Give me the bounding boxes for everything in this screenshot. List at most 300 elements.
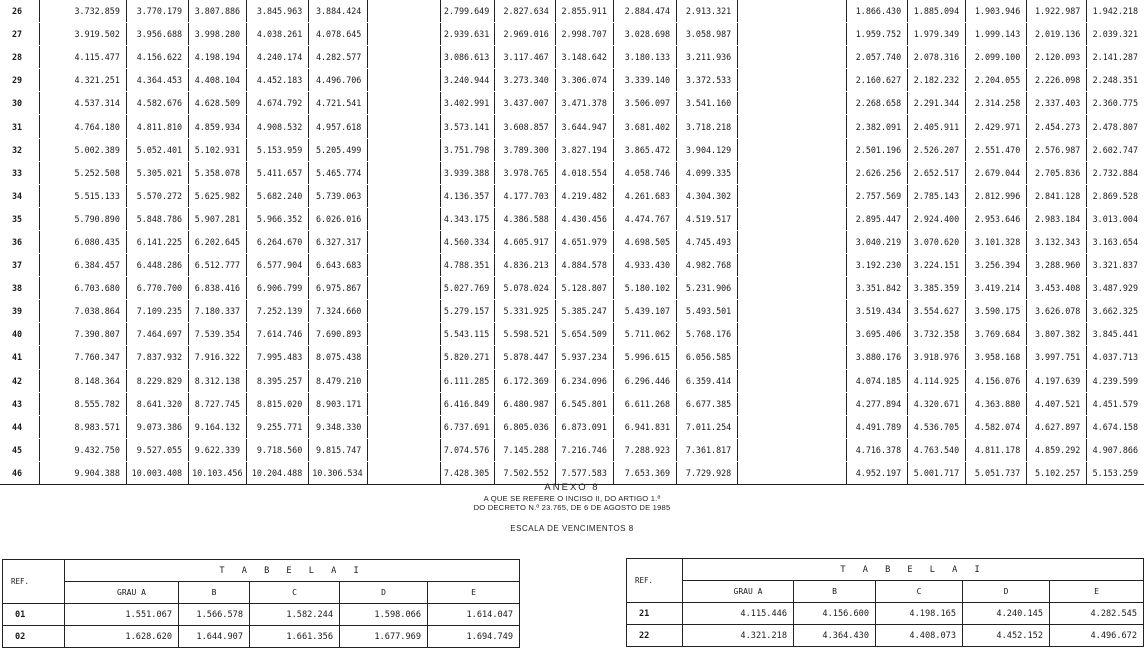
- cell-group-3: 2.337.403: [1027, 92, 1087, 115]
- cell-grade-b: 4.364.430: [794, 625, 876, 647]
- cell-group-3: 4.451.579: [1087, 392, 1144, 415]
- column-gap: [738, 138, 847, 161]
- cell-group-2: 4.651.979: [555, 230, 613, 253]
- cell-group-3: 3.662.325: [1087, 300, 1144, 323]
- row-ref: 43: [0, 392, 39, 415]
- cell-group-3: 2.019.136: [1027, 23, 1087, 46]
- column-gap: [368, 438, 441, 461]
- cell-group-2: 5.128.807: [555, 277, 613, 300]
- column-gap: [368, 207, 441, 230]
- cell-group-2: 3.058.987: [677, 23, 738, 46]
- column-gap: [738, 23, 847, 46]
- cell-group-3: 2.360.775: [1087, 92, 1144, 115]
- cell-group-1: 5.465.774: [309, 161, 368, 184]
- column-gap: [738, 346, 847, 369]
- row-ref: 02: [3, 626, 65, 648]
- row-ref: 31: [0, 115, 39, 138]
- cell-group-2: 2.855.911: [555, 0, 613, 23]
- cell-group-3: 3.013.004: [1087, 207, 1144, 230]
- cell-group-1: 9.815.747: [309, 438, 368, 461]
- table-row: [0, 461, 1144, 484]
- cell-group-1: 6.080.435: [39, 230, 126, 253]
- column-gap: [738, 392, 847, 415]
- cell-group-1: 8.395.257: [247, 369, 309, 392]
- column-gap: [368, 115, 441, 138]
- column-gap: [368, 230, 441, 253]
- row-ref: 22: [627, 625, 683, 647]
- annex-scale-title: ESCALA DE VENCIMENTOS 8: [510, 524, 634, 533]
- cell-group-1: 7.180.337: [189, 300, 247, 323]
- row-ref: 01: [3, 604, 65, 626]
- table-row: [0, 138, 1144, 161]
- column-gap: [738, 254, 847, 277]
- cell-grade-a: 4.321.218: [683, 625, 794, 647]
- cell-group-1: 8.641.320: [126, 392, 188, 415]
- cell-group-1: 4.282.577: [309, 46, 368, 69]
- cell-group-1: 5.790.890: [39, 207, 126, 230]
- cell-group-1: 7.916.322: [189, 346, 247, 369]
- cell-group-2: 4.982.768: [677, 254, 738, 277]
- cell-group-2: 7.653.369: [613, 461, 676, 484]
- cell-group-3: 3.590.175: [966, 300, 1027, 323]
- row-ref: 32: [0, 138, 39, 161]
- cell-group-3: 4.582.074: [966, 415, 1027, 438]
- column-gap: [368, 92, 441, 115]
- cell-group-2: 7.011.254: [677, 415, 738, 438]
- cell-group-3: 3.453.408: [1027, 277, 1087, 300]
- grade-header-a: GRAU A: [683, 581, 794, 603]
- cell-group-3: 2.291.344: [908, 92, 966, 115]
- cell-group-2: 2.799.649: [440, 0, 494, 23]
- cell-grade-c: 4.408.073: [876, 625, 963, 647]
- cell-group-3: 4.320.671: [908, 392, 966, 415]
- cell-group-1: 5.848.786: [126, 207, 188, 230]
- cell-group-1: 4.908.532: [247, 115, 309, 138]
- column-gap: [368, 254, 441, 277]
- cell-group-1: 5.411.657: [247, 161, 309, 184]
- column-gap: [368, 0, 441, 23]
- cell-group-1: 9.348.330: [309, 415, 368, 438]
- cell-group-3: 3.997.751: [1027, 346, 1087, 369]
- cell-group-2: 4.745.493: [677, 230, 738, 253]
- cell-group-2: 6.545.801: [555, 392, 613, 415]
- cell-group-3: 4.156.076: [966, 369, 1027, 392]
- ref-header: REF.: [3, 560, 65, 604]
- cell-group-3: 3.807.382: [1027, 323, 1087, 346]
- cell-group-3: 2.652.517: [908, 161, 966, 184]
- cell-group-1: 7.109.235: [126, 300, 188, 323]
- cell-group-3: 3.626.078: [1027, 300, 1087, 323]
- cell-group-1: 5.515.133: [39, 184, 126, 207]
- cell-group-3: 3.101.328: [966, 230, 1027, 253]
- cell-group-2: 4.343.175: [440, 207, 494, 230]
- cell-group-1: 6.643.683: [309, 254, 368, 277]
- cell-group-3: 4.037.713: [1087, 346, 1144, 369]
- cell-group-1: 3.807.886: [189, 0, 247, 23]
- cell-group-3: 1.942.218: [1087, 0, 1144, 23]
- cell-group-3: 4.952.197: [847, 461, 908, 484]
- table-row: [0, 438, 1144, 461]
- cell-group-1: 6.975.867: [309, 277, 368, 300]
- cell-group-1: 5.682.240: [247, 184, 309, 207]
- cell-group-2: 3.573.141: [440, 115, 494, 138]
- cell-group-1: 5.153.959: [247, 138, 309, 161]
- table-row: [0, 230, 1144, 253]
- cell-group-2: 2.913.321: [677, 0, 738, 23]
- cell-group-3: 3.487.929: [1087, 277, 1144, 300]
- cell-group-3: 2.812.996: [966, 184, 1027, 207]
- row-ref: 33: [0, 161, 39, 184]
- cell-group-3: 2.099.100: [966, 46, 1027, 69]
- cell-group-1: 5.205.499: [309, 138, 368, 161]
- cell-group-1: 4.198.194: [189, 46, 247, 69]
- cell-group-3: 2.757.569: [847, 184, 908, 207]
- cell-group-1: 5.052.401: [126, 138, 188, 161]
- cell-group-3: 4.627.897: [1027, 415, 1087, 438]
- cell-group-2: 4.884.578: [555, 254, 613, 277]
- cell-group-3: 3.845.441: [1087, 323, 1144, 346]
- cell-group-2: 7.288.923: [613, 438, 676, 461]
- cell-group-1: 6.448.286: [126, 254, 188, 277]
- cell-group-2: 4.261.683: [613, 184, 676, 207]
- cell-group-3: 3.918.976: [908, 346, 966, 369]
- row-ref: 37: [0, 254, 39, 277]
- cell-group-2: 7.216.746: [555, 438, 613, 461]
- cell-group-1: 7.760.347: [39, 346, 126, 369]
- cell-grade-e: 1.694.749: [428, 626, 520, 648]
- cell-group-2: 4.560.334: [440, 230, 494, 253]
- cell-group-1: 5.907.281: [189, 207, 247, 230]
- cell-group-1: 5.252.508: [39, 161, 126, 184]
- cell-group-2: 3.827.194: [555, 138, 613, 161]
- cell-group-3: 4.491.789: [847, 415, 908, 438]
- cell-group-3: 3.519.434: [847, 300, 908, 323]
- cell-group-3: 3.958.168: [966, 346, 1027, 369]
- cell-group-3: 2.626.256: [847, 161, 908, 184]
- cell-group-3: 2.314.258: [966, 92, 1027, 115]
- cell-group-2: 5.180.102: [613, 277, 676, 300]
- cell-group-2: 3.541.160: [677, 92, 738, 115]
- cell-group-3: 2.576.987: [1027, 138, 1087, 161]
- cell-group-2: 4.219.482: [555, 184, 613, 207]
- cell-group-1: 7.614.746: [247, 323, 309, 346]
- cell-group-2: 4.698.505: [613, 230, 676, 253]
- cell-group-1: 6.577.904: [247, 254, 309, 277]
- cell-group-1: 9.622.339: [189, 438, 247, 461]
- cell-group-3: 2.141.287: [1087, 46, 1144, 69]
- cell-group-3: 2.679.044: [966, 161, 1027, 184]
- table-row: [0, 46, 1144, 69]
- cell-group-2: 4.933.430: [613, 254, 676, 277]
- cell-group-3: 3.880.176: [847, 346, 908, 369]
- row-ref: 40: [0, 323, 39, 346]
- cell-group-1: 7.995.483: [247, 346, 309, 369]
- cell-group-1: 5.305.021: [126, 161, 188, 184]
- column-gap: [368, 23, 441, 46]
- annex-title: ANEXO 8: [544, 482, 600, 493]
- cell-group-2: 7.074.576: [440, 438, 494, 461]
- ref-header: REF.: [627, 559, 683, 603]
- cell-group-1: 4.364.453: [126, 69, 188, 92]
- row-ref: 34: [0, 184, 39, 207]
- cell-group-2: 6.296.446: [613, 369, 676, 392]
- cell-group-2: 7.577.583: [555, 461, 613, 484]
- cell-group-3: 4.763.540: [908, 438, 966, 461]
- cell-group-3: 4.277.894: [847, 392, 908, 415]
- cell-group-1: 8.148.364: [39, 369, 126, 392]
- cell-group-3: 2.705.836: [1027, 161, 1087, 184]
- column-gap: [738, 69, 847, 92]
- table-row: [0, 207, 1144, 230]
- cell-group-2: 6.873.091: [555, 415, 613, 438]
- cell-grade-d: 4.452.152: [963, 625, 1050, 647]
- cell-group-2: 6.056.585: [677, 346, 738, 369]
- cell-group-3: 1.959.752: [847, 23, 908, 46]
- column-gap: [738, 0, 847, 23]
- cell-group-1: 6.512.777: [189, 254, 247, 277]
- cell-group-1: 9.718.560: [247, 438, 309, 461]
- cell-group-2: 5.493.501: [677, 300, 738, 323]
- cell-group-1: 10.003.408: [126, 461, 188, 484]
- cell-group-2: 6.737.691: [440, 415, 494, 438]
- cell-group-3: 2.551.470: [966, 138, 1027, 161]
- cell-group-3: 2.160.627: [847, 69, 908, 92]
- cell-group-3: 2.953.646: [966, 207, 1027, 230]
- cell-group-1: 4.674.792: [247, 92, 309, 115]
- cell-group-3: 2.120.093: [1027, 46, 1087, 69]
- cell-group-1: 9.164.132: [189, 415, 247, 438]
- table-row: [0, 92, 1144, 115]
- table-row: [0, 161, 1144, 184]
- cell-group-3: 5.001.717: [908, 461, 966, 484]
- cell-grade-c: 1.582.244: [250, 604, 340, 626]
- cell-group-3: 4.114.925: [908, 369, 966, 392]
- cell-group-1: 3.770.179: [126, 0, 188, 23]
- cell-group-1: 7.464.697: [126, 323, 188, 346]
- cell-group-1: 9.527.055: [126, 438, 188, 461]
- table-row: [0, 254, 1144, 277]
- cell-group-1: 7.252.139: [247, 300, 309, 323]
- cell-group-1: 8.727.745: [189, 392, 247, 415]
- cell-group-2: 5.996.615: [613, 346, 676, 369]
- cell-group-3: 5.051.737: [966, 461, 1027, 484]
- grade-header-d: D: [340, 582, 428, 604]
- table-row: [627, 603, 1144, 625]
- cell-group-1: 4.156.622: [126, 46, 188, 69]
- row-ref: 26: [0, 0, 39, 23]
- cell-group-2: 3.644.947: [555, 115, 613, 138]
- cell-grade-b: 1.644.907: [179, 626, 250, 648]
- column-gap: [368, 346, 441, 369]
- grade-header-e: E: [1050, 581, 1144, 603]
- column-gap: [738, 461, 847, 484]
- row-ref: 44: [0, 415, 39, 438]
- cell-group-1: 3.845.963: [247, 0, 309, 23]
- cell-group-3: 2.204.055: [966, 69, 1027, 92]
- cell-group-3: 3.554.627: [908, 300, 966, 323]
- cell-group-1: 6.264.670: [247, 230, 309, 253]
- cell-group-1: 7.038.864: [39, 300, 126, 323]
- cell-group-2: 7.428.305: [440, 461, 494, 484]
- column-gap: [368, 184, 441, 207]
- cell-group-2: 3.148.642: [555, 46, 613, 69]
- cell-group-1: 8.555.782: [39, 392, 126, 415]
- cell-group-3: 4.859.292: [1027, 438, 1087, 461]
- cell-group-1: 4.811.810: [126, 115, 188, 138]
- cell-group-3: 2.526.207: [908, 138, 966, 161]
- table-row: [0, 300, 1144, 323]
- cell-group-3: 2.785.143: [908, 184, 966, 207]
- cell-group-2: 5.768.176: [677, 323, 738, 346]
- cell-group-1: 8.479.210: [309, 369, 368, 392]
- row-ref: 21: [627, 603, 683, 625]
- cell-group-2: 3.789.300: [494, 138, 555, 161]
- column-gap: [738, 277, 847, 300]
- cell-group-3: 2.478.807: [1087, 115, 1144, 138]
- cell-grade-a: 1.628.620: [65, 626, 179, 648]
- cell-group-3: 3.163.654: [1087, 230, 1144, 253]
- table-row: [3, 626, 520, 648]
- column-gap: [738, 207, 847, 230]
- row-ref: 36: [0, 230, 39, 253]
- cell-group-3: 2.732.884: [1087, 161, 1144, 184]
- cell-group-3: 2.841.128: [1027, 184, 1087, 207]
- cell-group-2: 5.711.062: [613, 323, 676, 346]
- column-gap: [368, 392, 441, 415]
- cell-group-1: 4.859.934: [189, 115, 247, 138]
- cell-group-1: 3.732.859: [39, 0, 126, 23]
- cell-group-1: 4.115.477: [39, 46, 126, 69]
- column-gap: [738, 438, 847, 461]
- cell-group-1: 8.229.829: [126, 369, 188, 392]
- cell-group-3: 2.924.400: [908, 207, 966, 230]
- grade-header-c: C: [250, 582, 340, 604]
- cell-group-3: 2.057.740: [847, 46, 908, 69]
- row-ref: 28: [0, 46, 39, 69]
- column-gap: [368, 369, 441, 392]
- annex-reference-line: A QUE SE REFERE O INCISO II, DO ARTIGO 1.º: [483, 494, 661, 503]
- cell-group-1: 3.884.424: [309, 0, 368, 23]
- cell-group-3: 2.429.971: [966, 115, 1027, 138]
- cell-group-3: 5.153.259: [1087, 461, 1144, 484]
- cell-group-3: 4.716.378: [847, 438, 908, 461]
- cell-group-2: 6.172.369: [494, 369, 555, 392]
- cell-group-2: 3.751.798: [440, 138, 494, 161]
- cell-group-2: 4.304.302: [677, 184, 738, 207]
- cell-group-1: 5.102.931: [189, 138, 247, 161]
- cell-group-2: 3.608.857: [494, 115, 555, 138]
- cell-group-3: 4.197.639: [1027, 369, 1087, 392]
- cell-group-1: 4.038.261: [247, 23, 309, 46]
- cell-group-2: 6.234.096: [555, 369, 613, 392]
- cell-group-2: 3.180.133: [613, 46, 676, 69]
- column-gap: [738, 115, 847, 138]
- cell-group-3: 2.248.351: [1087, 69, 1144, 92]
- cell-group-3: 2.602.747: [1087, 138, 1144, 161]
- cell-group-2: 7.361.817: [677, 438, 738, 461]
- cell-group-1: 5.966.352: [247, 207, 309, 230]
- cell-group-2: 2.939.631: [440, 23, 494, 46]
- cell-group-3: 3.192.230: [847, 254, 908, 277]
- cell-group-2: 4.018.554: [555, 161, 613, 184]
- table-title: T A B E L A I: [65, 560, 520, 582]
- column-gap: [738, 46, 847, 69]
- cell-group-2: 2.969.016: [494, 23, 555, 46]
- table-row: [0, 0, 1144, 23]
- cell-group-2: 4.605.917: [494, 230, 555, 253]
- column-gap: [738, 300, 847, 323]
- cell-group-2: 4.430.456: [555, 207, 613, 230]
- cell-group-1: 7.690.893: [309, 323, 368, 346]
- cell-group-1: 5.358.078: [189, 161, 247, 184]
- row-ref: 38: [0, 277, 39, 300]
- cell-group-1: 6.906.799: [247, 277, 309, 300]
- table-row: [0, 346, 1144, 369]
- cell-group-3: 1.866.430: [847, 0, 908, 23]
- cell-grade-e: 1.614.047: [428, 604, 520, 626]
- cell-group-1: 4.452.183: [247, 69, 309, 92]
- cell-group-2: 5.027.769: [440, 277, 494, 300]
- cell-group-1: 4.537.314: [39, 92, 126, 115]
- cell-group-2: 5.937.234: [555, 346, 613, 369]
- cell-group-1: 9.432.750: [39, 438, 126, 461]
- cell-group-1: 6.327.317: [309, 230, 368, 253]
- cell-group-3: 3.419.214: [966, 277, 1027, 300]
- row-ref: 35: [0, 207, 39, 230]
- cell-group-2: 3.939.388: [440, 161, 494, 184]
- cell-group-2: 3.339.140: [613, 69, 676, 92]
- cell-group-3: 2.983.184: [1027, 207, 1087, 230]
- cell-group-2: 3.211.936: [677, 46, 738, 69]
- row-ref: 41: [0, 346, 39, 369]
- cell-group-2: 5.331.925: [494, 300, 555, 323]
- cell-group-1: 4.496.706: [309, 69, 368, 92]
- table-row: [0, 184, 1144, 207]
- cell-group-2: 7.502.552: [494, 461, 555, 484]
- cell-group-2: 4.519.517: [677, 207, 738, 230]
- cell-group-3: 1.903.946: [966, 0, 1027, 23]
- cell-group-2: 3.471.378: [555, 92, 613, 115]
- cell-group-1: 5.739.063: [309, 184, 368, 207]
- cell-group-2: 3.402.991: [440, 92, 494, 115]
- cell-group-2: 6.359.414: [677, 369, 738, 392]
- cell-group-1: 6.703.680: [39, 277, 126, 300]
- cell-group-1: 4.240.174: [247, 46, 309, 69]
- row-ref: 30: [0, 92, 39, 115]
- cell-group-2: 3.117.467: [494, 46, 555, 69]
- cell-grade-b: 4.156.600: [794, 603, 876, 625]
- table-row: [0, 23, 1144, 46]
- cell-group-1: 6.141.225: [126, 230, 188, 253]
- cell-group-2: 7.145.288: [494, 438, 555, 461]
- cell-group-2: 5.598.521: [494, 323, 555, 346]
- cell-group-1: 4.957.618: [309, 115, 368, 138]
- lower-left-table: [2, 559, 520, 648]
- cell-group-3: 2.869.528: [1087, 184, 1144, 207]
- cell-group-1: 7.837.932: [126, 346, 188, 369]
- cell-group-1: 10.103.456: [189, 461, 247, 484]
- column-gap: [738, 323, 847, 346]
- cell-group-2: 6.480.987: [494, 392, 555, 415]
- cell-group-2: 6.416.849: [440, 392, 494, 415]
- column-gap: [368, 323, 441, 346]
- cell-group-1: 4.721.541: [309, 92, 368, 115]
- cell-group-2: 6.677.385: [677, 392, 738, 415]
- cell-group-2: 4.836.213: [494, 254, 555, 277]
- cell-group-1: 7.390.807: [39, 323, 126, 346]
- cell-group-2: 3.086.613: [440, 46, 494, 69]
- cell-group-1: 6.838.416: [189, 277, 247, 300]
